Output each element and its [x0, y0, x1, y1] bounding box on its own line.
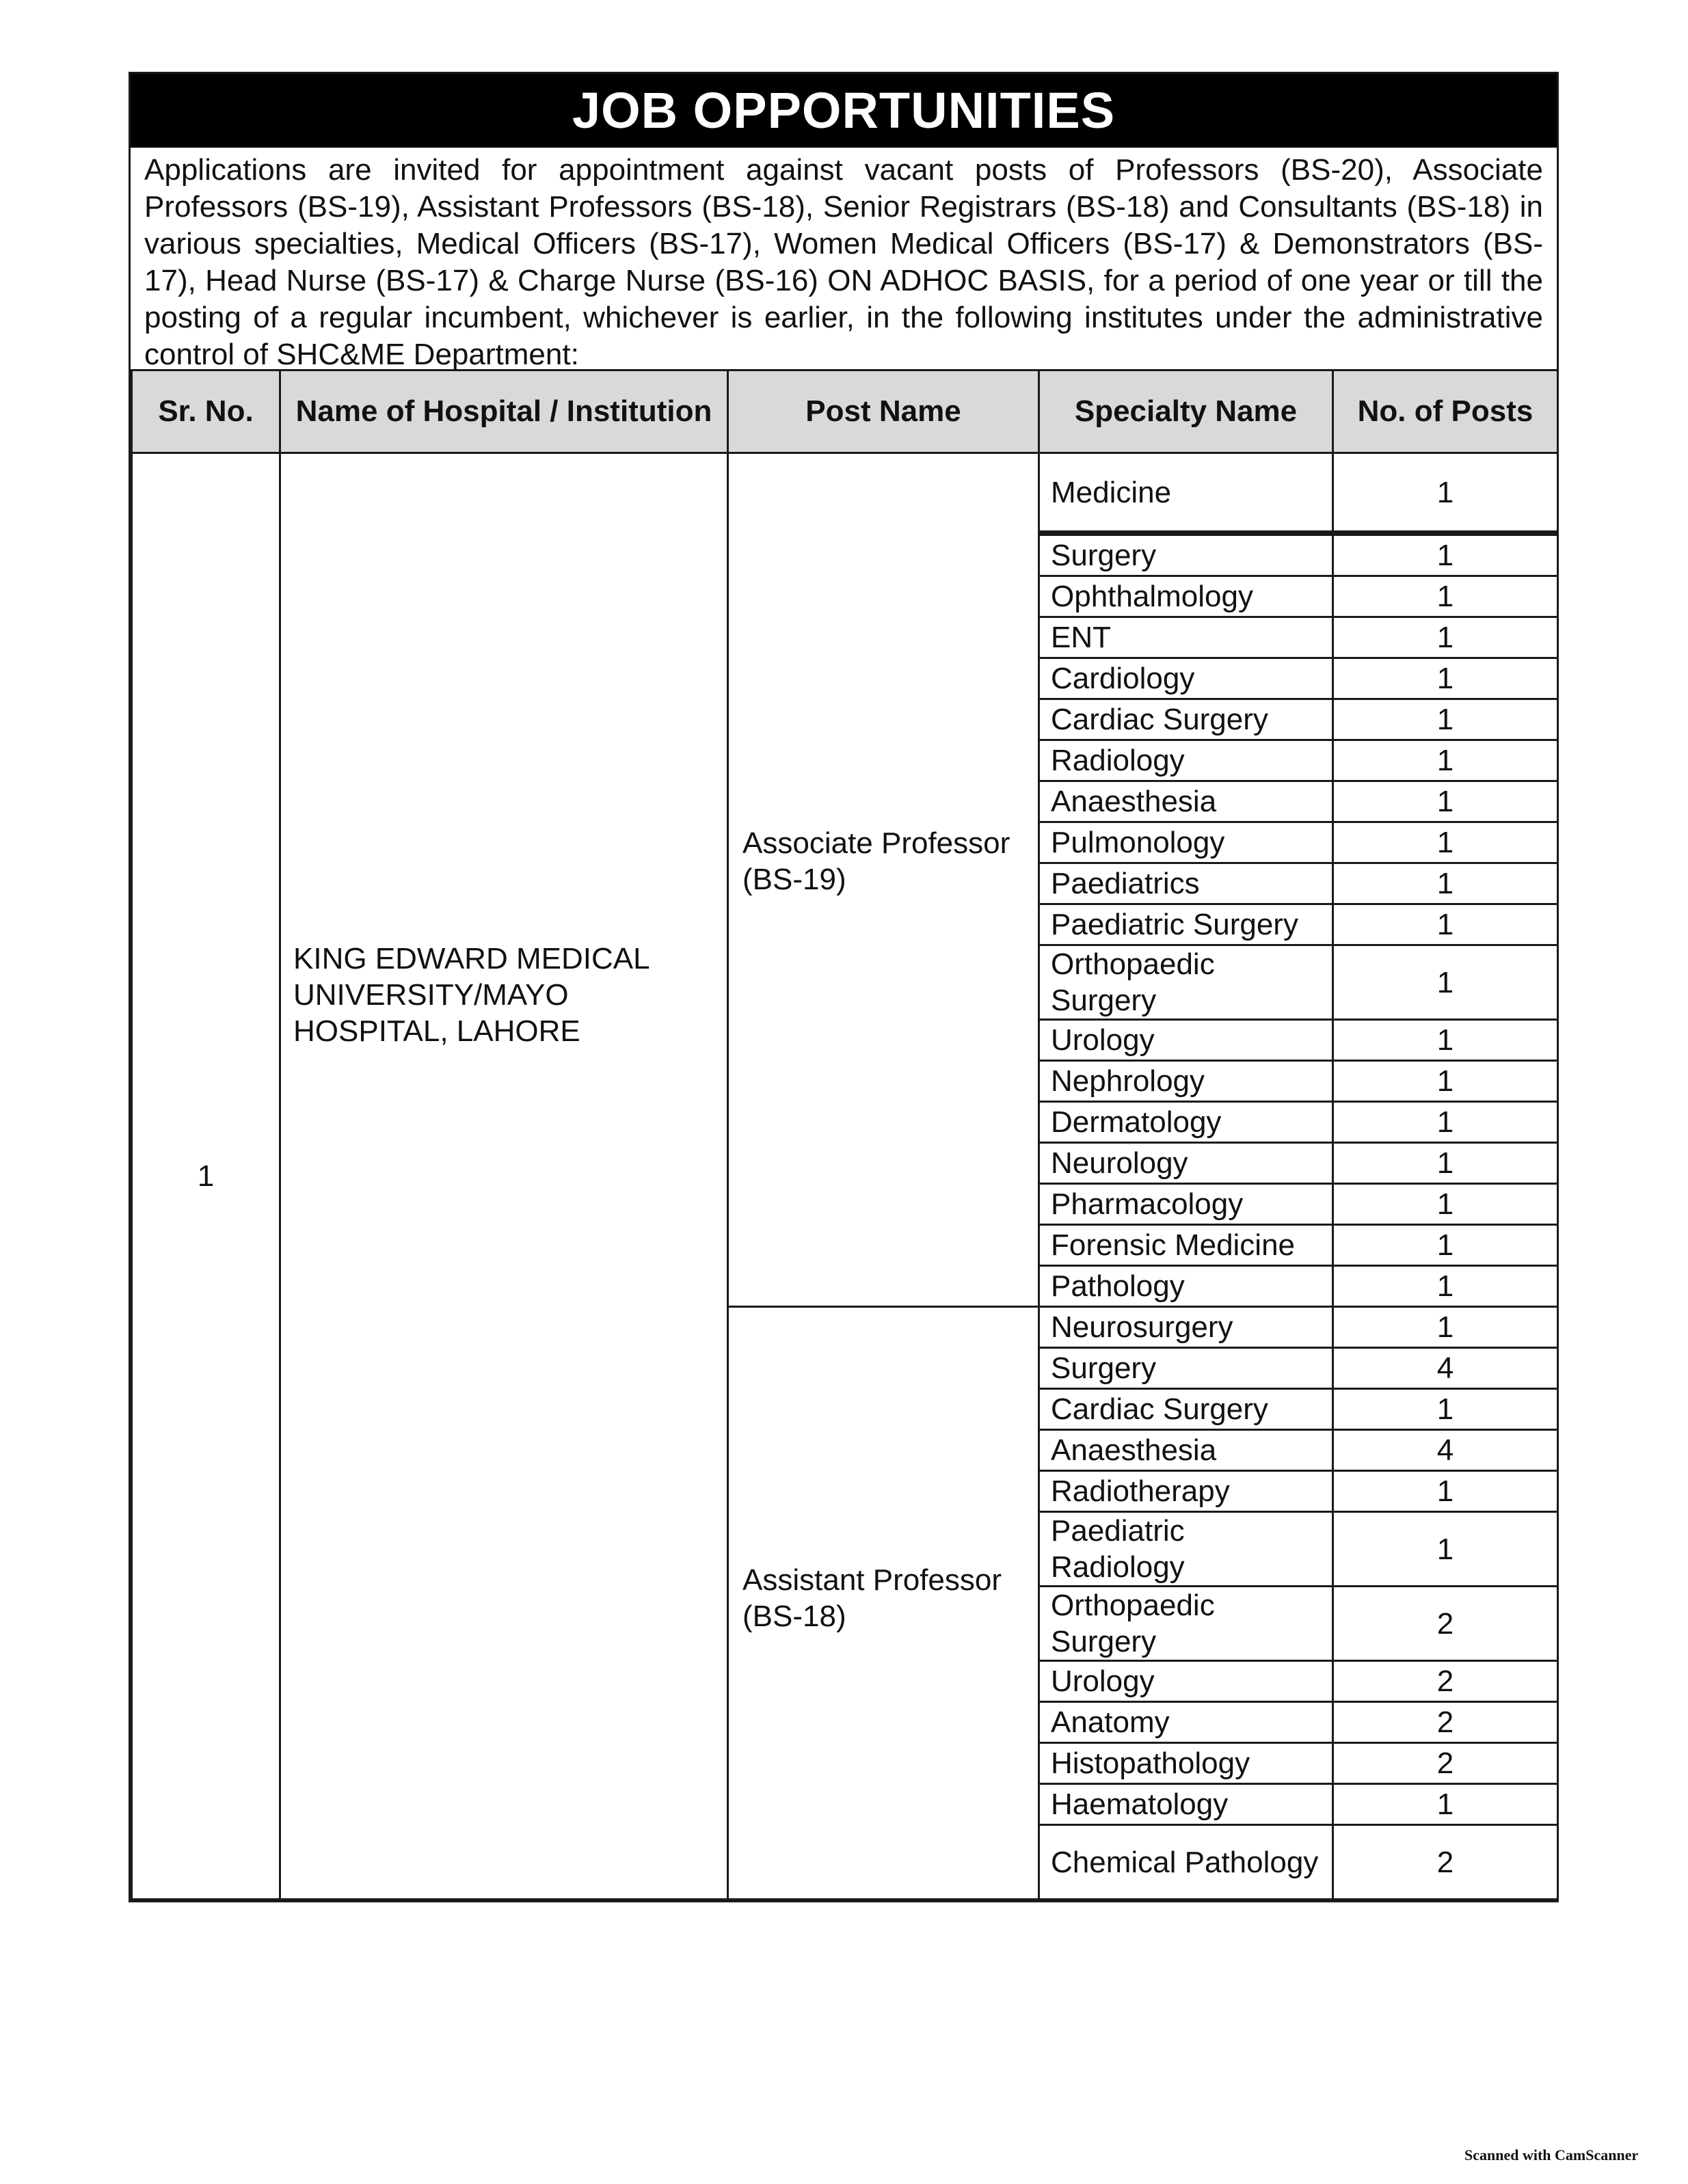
posts-count-cell: 2: [1333, 1743, 1558, 1784]
specialty-cell: Paediatric Radiology: [1039, 1512, 1333, 1587]
posts-count-cell: 1: [1333, 945, 1558, 1020]
specialty-cell: Ophthalmology: [1039, 576, 1333, 617]
posts-count-cell: 2: [1333, 1587, 1558, 1661]
posts-count-cell: 1: [1333, 1266, 1558, 1307]
specialty-cell: Neurology: [1039, 1143, 1333, 1184]
posts-count-cell: 2: [1333, 1702, 1558, 1743]
specialty-cell: Haematology: [1039, 1784, 1333, 1825]
posts-count-cell: 4: [1333, 1430, 1558, 1471]
specialty-cell: Orthopaedic Surgery: [1039, 1587, 1333, 1661]
sr-no-cell: 1: [132, 453, 280, 1900]
header-post-name: Post Name: [728, 370, 1039, 453]
specialty-cell: Histopathology: [1039, 1743, 1333, 1784]
table-row: [132, 453, 1558, 534]
specialty-cell: Pulmonology: [1039, 822, 1333, 863]
specialty-cell: Anatomy: [1039, 1702, 1333, 1743]
posts-count-cell: 1: [1333, 1225, 1558, 1266]
posts-count-cell: 1: [1333, 617, 1558, 658]
intro-paragraph: Applications are invited for appointment against vacant posts of Professors (BS-20), Associate Professors (BS-19), Assistant Professors (BS-18), Senior Registrars (BS-18) and Consultants (BS-18) in various specialties, Medical Officers (BS-17), Women Medical Officers (BS-17) & Demonstrators (BS-17), Head Nurse (BS-17) & Charge Nurse (BS-16) ON ADHOC BASIS, for a period of one year or till the posting of a regular incumbent, whichever is earlier, in the following institutes under the administrative control of SHC&ME Department:: [144, 153, 1543, 371]
specialty-cell: Cardiac Surgery: [1039, 699, 1333, 740]
posts-count-cell: 1: [1333, 1784, 1558, 1825]
posts-count-cell: 4: [1333, 1348, 1558, 1389]
posts-count-cell: 1: [1333, 1061, 1558, 1102]
specialty-cell: Radiotherapy: [1039, 1471, 1333, 1512]
posts-count-cell: 1: [1333, 1184, 1558, 1225]
job-ad-frame: [129, 72, 1559, 1902]
specialty-cell: Neurosurgery: [1039, 1307, 1333, 1348]
header-no-of-posts: No. of Posts: [1333, 370, 1558, 453]
posts-count-cell: 1: [1333, 904, 1558, 945]
specialty-cell: Pharmacology: [1039, 1184, 1333, 1225]
posts-count-cell: 2: [1333, 1825, 1558, 1900]
specialty-cell: Surgery: [1039, 533, 1333, 576]
specialty-cell: Pathology: [1039, 1266, 1333, 1307]
posts-count-cell: 1: [1333, 863, 1558, 904]
post-name-cell: Associate Professor (BS-19): [728, 453, 1039, 1307]
posts-count-cell: 1: [1333, 1471, 1558, 1512]
posts-count-cell: 2: [1333, 1661, 1558, 1702]
specialty-cell: Anaesthesia: [1039, 781, 1333, 822]
posts-count-cell: 1: [1333, 1389, 1558, 1430]
posts-count-cell: 1: [1333, 1143, 1558, 1184]
specialty-cell: Surgery: [1039, 1348, 1333, 1389]
specialty-cell: ENT: [1039, 617, 1333, 658]
posts-count-cell: 1: [1333, 576, 1558, 617]
post-name-cell: Assistant Professor (BS-18): [728, 1307, 1039, 1900]
specialty-cell: Nephrology: [1039, 1061, 1333, 1102]
specialty-cell: Urology: [1039, 1661, 1333, 1702]
specialty-cell: Dermatology: [1039, 1102, 1333, 1143]
page-title: JOB OPPORTUNITIES: [131, 74, 1557, 148]
specialty-cell: Chemical Pathology: [1039, 1825, 1333, 1900]
posts-count-cell: 1: [1333, 1307, 1558, 1348]
posts-count-cell: 1: [1333, 533, 1558, 576]
header-sr-no: Sr. No.: [132, 370, 280, 453]
header-institution: Name of Hospital / Institution: [280, 370, 728, 453]
specialty-cell: Orthopaedic Surgery: [1039, 945, 1333, 1020]
posts-count-cell: 1: [1333, 453, 1558, 534]
posts-count-cell: 1: [1333, 781, 1558, 822]
posts-count-cell: 1: [1333, 740, 1558, 781]
posts-count-cell: 1: [1333, 699, 1558, 740]
specialty-cell: Urology: [1039, 1020, 1333, 1061]
specialty-cell: Medicine: [1039, 453, 1333, 534]
specialty-cell: Cardiac Surgery: [1039, 1389, 1333, 1430]
posts-count-cell: 1: [1333, 1512, 1558, 1587]
vacancy-table: [131, 369, 1559, 1900]
scan-watermark: Scanned with CamScanner: [1464, 2146, 1639, 2163]
posts-count-cell: 1: [1333, 1102, 1558, 1143]
table-body: [132, 453, 1558, 1900]
posts-count-cell: 1: [1333, 1020, 1558, 1061]
posts-count-cell: 1: [1333, 822, 1558, 863]
specialty-cell: Paediatric Surgery: [1039, 904, 1333, 945]
specialty-cell: Paediatrics: [1039, 863, 1333, 904]
specialty-cell: Radiology: [1039, 740, 1333, 781]
table-header-row: [132, 370, 1558, 453]
header-specialty-name: Specialty Name: [1039, 370, 1333, 453]
specialty-cell: Forensic Medicine: [1039, 1225, 1333, 1266]
posts-count-cell: 1: [1333, 658, 1558, 699]
institution-cell: KING EDWARD MEDICAL UNIVERSITY/MAYO HOSPITAL, LAHORE: [280, 453, 728, 1900]
specialty-cell: Cardiology: [1039, 658, 1333, 699]
specialty-cell: Anaesthesia: [1039, 1430, 1333, 1471]
